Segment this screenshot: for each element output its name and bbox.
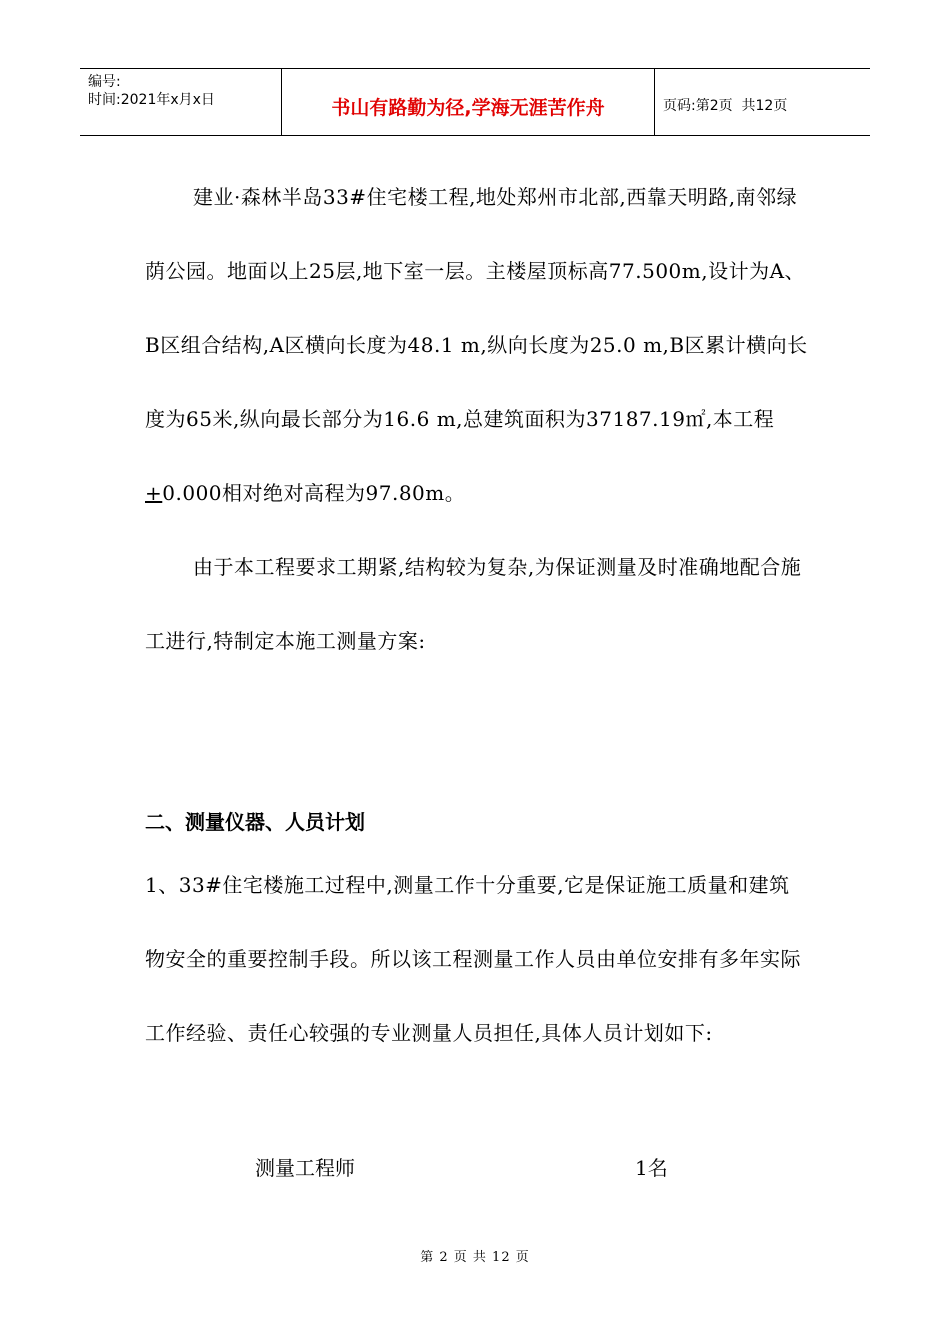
- body-section-2: [145, 848, 810, 1070]
- overview-text-a: 建业·森林半岛33#住宅楼工程,地处郑州市北部,西靠天明路,南邻绿荫公园。地面以上25层,地下室一层。主楼屋顶标高77.500m,设计为A、B区组合结构,A区横向长度为48.1 m,纵向长度为25.0 m,B区累计横向长度为65米,纵向最长部分为16.6 m,总建筑面积为37187.19㎡,本工程: [145, 185, 808, 431]
- header-page-cell: [655, 69, 870, 135]
- staff-role: 测量工程师: [255, 1156, 355, 1180]
- body-section-1: [145, 160, 810, 678]
- overview-text-b: 0.000相对绝对高程为97.80m。: [162, 481, 466, 505]
- document-number-label: 编号:: [88, 74, 121, 90]
- document-date-label: 时间:2021年x月x日: [88, 92, 215, 108]
- header-meta-cell: [80, 69, 282, 135]
- page-footer: 第 2 页 共 12 页: [420, 1250, 530, 1265]
- staff-count: 1名: [635, 1156, 668, 1180]
- page-header: [80, 68, 870, 136]
- section-heading: 二、测量仪器、人员计划: [145, 810, 365, 834]
- staffing-paragraph: 1、33#住宅楼施工过程中,测量工作十分重要,它是保证施工质量和建筑物安全的重要控制手段。所以该工程测量工作人员由单位安排有多年实际工作经验、责任心较强的专业测量人员担任,具体人员计划如下:: [145, 873, 801, 1045]
- header-motto: 书山有路勤为径,学海无涯苦作舟: [282, 69, 655, 135]
- purpose-paragraph: 由于本工程要求工期紧,结构较为复杂,为保证测量及时准确地配合施工进行,特制定本施工测量方案:: [145, 555, 802, 653]
- header-page-label: 页码:第2页 共12页: [663, 98, 788, 114]
- project-overview-paragraph: [145, 160, 810, 530]
- plus-minus-sign: +: [145, 481, 163, 505]
